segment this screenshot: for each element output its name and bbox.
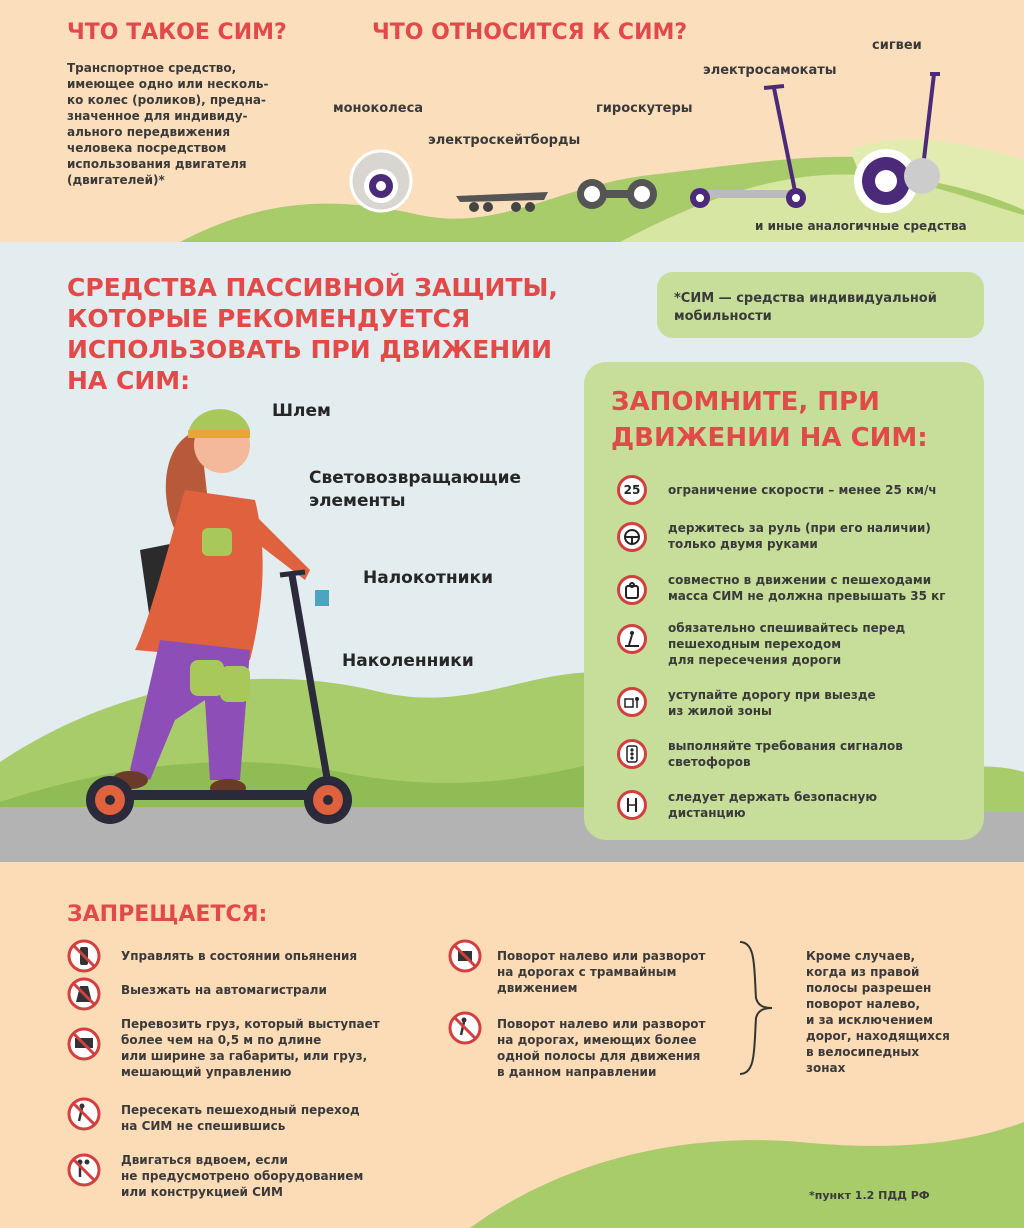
no-crossing-riding-icon: [66, 1096, 102, 1132]
rule-line: масса СИМ не должна превышать 35 кг: [668, 589, 946, 603]
rule-line: следует держать безопасную: [668, 790, 878, 804]
speed-limit-icon: 25: [617, 475, 647, 505]
steering-wheel-icon: [617, 522, 647, 552]
rule-line: обязательно спешивайтесь перед: [668, 621, 906, 635]
gear-reflective-line: Световозвращающие: [309, 468, 522, 488]
no-highway-icon: [66, 976, 102, 1012]
forbidden-line: Пересекать пешеходный переход: [121, 1103, 360, 1117]
what-is-sim-title: ЧТО ТАКОЕ СИМ?: [67, 20, 287, 45]
pedestrian-crossing-icon: [617, 624, 647, 654]
forbidden-line: одной полосы для движения: [497, 1049, 701, 1063]
protection-title-line: НА СИМ:: [67, 366, 191, 395]
safe-distance-icon: [617, 790, 647, 820]
no-drunk-icon: [66, 938, 102, 974]
label-eskateboard: электроскейтборды: [428, 133, 581, 148]
gear-knee-label: Наколенники: [342, 651, 474, 671]
forbidden-crossing: [121, 1102, 360, 1134]
label-monowheel: моноколеса: [333, 101, 424, 116]
hoverboard-icon: [574, 176, 660, 212]
forbidden-line: на СИМ не спешившись: [121, 1119, 286, 1133]
exception-line: дорог, находящихся: [806, 1029, 950, 1043]
section-protection: [0, 242, 1024, 862]
forbidden-line: Поворот налево или разворот: [497, 1017, 706, 1031]
gear-reflective-line: элементы: [309, 491, 406, 511]
woman-on-scooter-illustration: [80, 400, 370, 840]
forbidden-two-riders: [121, 1152, 363, 1200]
rule-line: уступайте дорогу при выезде: [668, 688, 876, 702]
rule-line: совместно в движении с пешеходами: [668, 573, 932, 587]
rule-line: ограничение скорости – менее 25 км/ч: [668, 483, 937, 497]
sim-definition-box: [657, 272, 984, 338]
rule-line: только двумя руками: [668, 537, 818, 551]
definition-line: Транспортное средство,: [67, 61, 237, 75]
no-cargo-icon: [66, 1026, 102, 1062]
rule-distance: [668, 789, 877, 821]
forbidden-line: Выезжать на автомагистрали: [121, 983, 327, 997]
definition-line: ко колес (роликов), предна-: [67, 93, 266, 107]
gear-elbow-label: Налокотники: [363, 568, 494, 588]
label-escooter: электросамокаты: [703, 63, 837, 78]
forbidden-line: более чем на 0,5 м по длине: [121, 1033, 322, 1047]
no-two-riders-icon: [66, 1152, 102, 1188]
forbidden-line: в данном направлении: [497, 1065, 657, 1079]
forbidden-line: Поворот налево или разворот: [497, 949, 706, 963]
definition-line: ального передвижения: [67, 125, 231, 139]
forbidden-line: мешающий управлению: [121, 1065, 292, 1079]
protection-title: [67, 272, 558, 396]
weight-icon: [617, 575, 647, 605]
exception-line: в велосипедных: [806, 1045, 920, 1059]
forbidden-line: Перевозить груз, который выступает: [121, 1017, 380, 1031]
forbidden-cargo: [121, 1016, 380, 1080]
exception-line: зонах: [806, 1061, 846, 1075]
forbidden-line: Двигаться вдвоем, если: [121, 1153, 288, 1167]
footnote: *пункт 1.2 ПДД РФ: [809, 1189, 930, 1202]
rule-line: дистанцию: [668, 806, 746, 820]
section-what-is-sim: [0, 0, 1024, 242]
forbidden-line: не предусмотрено оборудованием: [121, 1169, 364, 1183]
rule-line: для пересечения дороги: [668, 653, 842, 667]
label-segway: сигвеи: [872, 38, 922, 53]
belongs-title: ЧТО ОТНОСИТСЯ К СИМ?: [372, 20, 688, 45]
forbidden-line: на дорогах, имеющих более: [497, 1033, 697, 1047]
rule-residential: [668, 687, 876, 719]
what-is-sim-definition: [67, 60, 297, 188]
exception-text: [806, 948, 950, 1076]
rule-steering: [668, 520, 931, 552]
exception-line: и за исключением: [806, 1013, 933, 1027]
definition-line: использования двигателя: [67, 157, 247, 171]
protection-title-line: ИСПОЛЬЗОВАТЬ ПРИ ДВИЖЕНИИ: [67, 335, 553, 364]
sim-definition-line: мобильности: [674, 309, 772, 324]
segway-icon: [846, 66, 946, 218]
forbidden-multilane-turn: [497, 1016, 706, 1080]
exception-line: когда из правой: [806, 965, 920, 979]
forbidden-line: на дорогах с трамвайным: [497, 965, 677, 979]
rule-line: выполняйте требования сигналов: [668, 739, 903, 753]
remember-title-line: ДВИЖЕНИИ НА СИМ:: [611, 423, 928, 453]
escooter-icon: [684, 78, 814, 212]
remember-box: [584, 362, 984, 840]
exception-line: полосы разрешен: [806, 981, 932, 995]
rule-line: пешеходным переходом: [668, 637, 842, 651]
monowheel-icon: [348, 148, 414, 214]
forbidden-line: Управлять в состоянии опьянения: [121, 949, 358, 963]
label-hoverboard: гироскутеры: [596, 101, 693, 116]
sim-definition-text: [674, 290, 937, 326]
remember-title: [611, 384, 928, 456]
forbidden-tram-turn: [497, 948, 706, 996]
protection-title-line: СРЕДСТВА ПАССИВНОЙ ЗАЩИТЫ,: [67, 273, 558, 302]
residential-zone-icon: [617, 687, 647, 717]
rule-line: светофоров: [668, 755, 751, 769]
traffic-light-icon: [617, 739, 647, 769]
rule-line: из жилой зоны: [668, 704, 772, 718]
rule-dismount: [668, 620, 905, 668]
rule-line: держитесь за руль (при его наличии): [668, 521, 931, 535]
forbidden-line: или конструкцией СИМ: [121, 1185, 283, 1199]
no-left-turn-multilane-icon: [447, 1010, 483, 1046]
forbidden-highway: [121, 982, 327, 998]
exception-line: Кроме случаев,: [806, 949, 916, 963]
no-left-turn-tram-icon: [447, 938, 483, 974]
rule-speed: [668, 482, 937, 498]
remember-title-line: ЗАПОМНИТЕ, ПРИ: [611, 387, 880, 417]
forbidden-line: или ширине за габариты, или груз,: [121, 1049, 368, 1063]
rule-traffic-lights: [668, 738, 903, 770]
definition-line: человека посредством: [67, 141, 227, 155]
forbidden-title: ЗАПРЕЩАЕТСЯ:: [67, 902, 268, 927]
section-forbidden: [0, 862, 1024, 1228]
sim-definition-line: *СИМ — средства индивидуальной: [674, 291, 937, 306]
definition-line: имеющее одно или несколь-: [67, 77, 269, 91]
forbidden-drunk: [121, 948, 357, 964]
label-other-devices: и иные аналогичные средства: [755, 219, 967, 233]
gear-helmet-label: Шлем: [272, 401, 331, 421]
definition-line: (двигателей)*: [67, 173, 165, 187]
definition-line: значенное для индивиду-: [67, 109, 248, 123]
rule-weight: [668, 572, 946, 604]
eskateboard-icon: [452, 188, 552, 214]
forbidden-line: движением: [497, 981, 578, 995]
protection-title-line: КОТОРЫЕ РЕКОМЕНДУЕТСЯ: [67, 304, 471, 333]
curly-brace-icon: [736, 938, 776, 1078]
exception-line: поворот налево,: [806, 997, 921, 1011]
